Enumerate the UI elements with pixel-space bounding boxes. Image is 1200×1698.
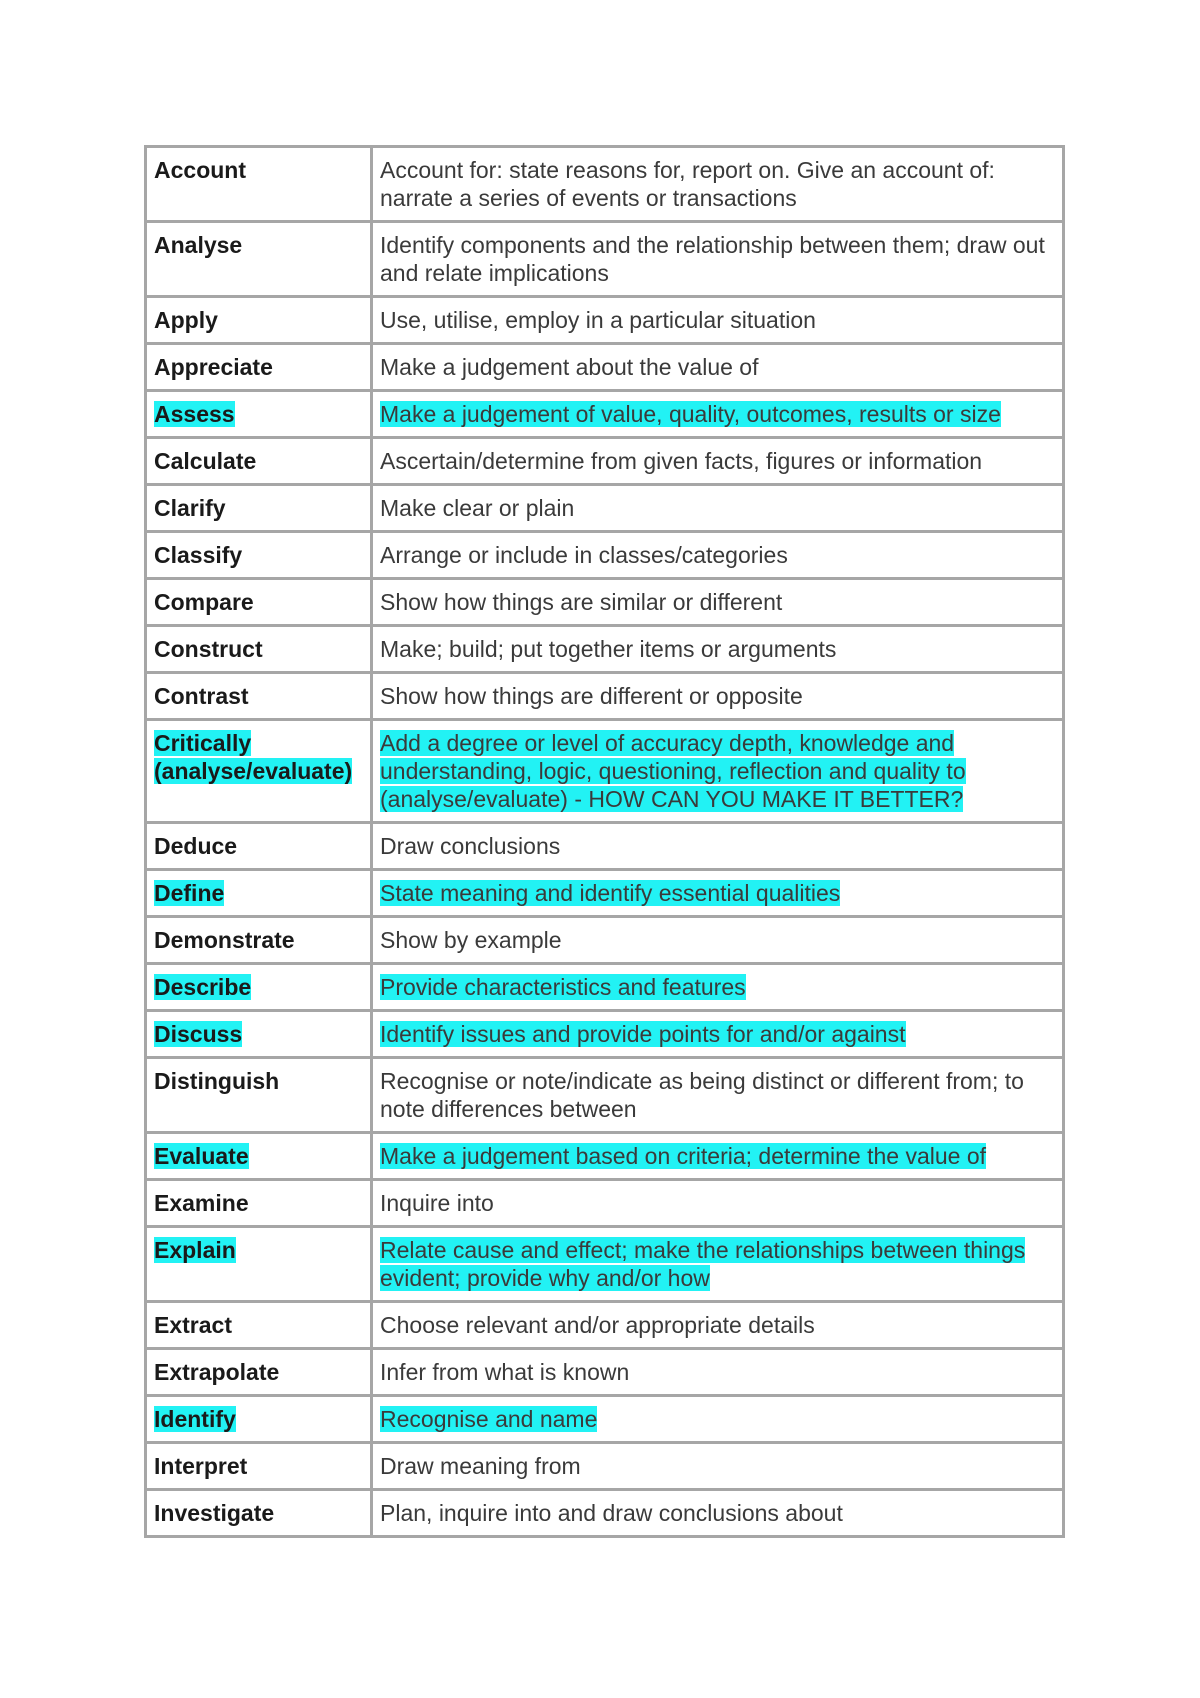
definition-text: Show how things are similar or different [380,589,783,615]
definition-text: Infer from what is known [380,1359,630,1385]
definition-text: State meaning and identify essential qualities [380,880,841,906]
term-text: Discuss [154,1021,243,1047]
term-text: Account [154,157,246,183]
definition-cell [372,147,1064,222]
table-row [146,344,1064,391]
term-text: Interpret [154,1453,248,1479]
term-text: Extrapolate [154,1359,280,1385]
term-text: Distinguish [154,1068,280,1094]
table-row [146,626,1064,673]
term-text: Demonstrate [154,927,295,953]
definition-cell [372,344,1064,391]
table-row [146,1302,1064,1349]
definition-cell [372,222,1064,297]
term-text: Contrast [154,683,249,709]
glossary-table-body [146,147,1064,1537]
definition-text: Ascertain/determine from given facts, figures or information [380,448,983,474]
definition-cell [372,1443,1064,1490]
table-row [146,870,1064,917]
definition-text: Inquire into [380,1190,494,1216]
table-row [146,720,1064,823]
glossary-table [144,145,1065,1538]
definition-cell [372,1490,1064,1537]
definition-text: Relate cause and effect; make the relationships between things evident; provide why and/or how [380,1237,1026,1291]
definition-cell [372,438,1064,485]
term-text: Construct [154,636,263,662]
term-text: Clarify [154,495,226,521]
term-text: Appreciate [154,354,273,380]
definition-cell [372,1349,1064,1396]
definition-text: Make a judgement of value, quality, outcomes, results or size [380,401,1001,427]
term-text: Evaluate [154,1143,249,1169]
definition-text: Use, utilise, employ in a particular situation [380,307,816,333]
definition-text: Make clear or plain [380,495,575,521]
term-text: Explain [154,1237,236,1263]
definition-text: Draw conclusions [380,833,561,859]
definition-cell [372,579,1064,626]
definition-text: Account for: state reasons for, report on. Give an account of: narrate a series of events or transactions [380,157,995,211]
term-text: Identify [154,1406,236,1432]
table-row [146,1349,1064,1396]
table-row [146,1443,1064,1490]
term-text: Calculate [154,448,257,474]
term-text: Compare [154,589,254,615]
term-text: Investigate [154,1500,275,1526]
definition-text: Identify issues and provide points for and/or against [380,1021,906,1047]
term-cell [146,1227,372,1302]
term-text: Apply [154,307,218,333]
definition-text: Show by example [380,927,562,953]
term-cell [146,870,372,917]
term-cell [146,391,372,438]
table-row [146,673,1064,720]
term-cell [146,917,372,964]
table-row [146,297,1064,344]
definition-text: Provide characteristics and features [380,974,746,1000]
definition-text: Make a judgement about the value of [380,354,759,380]
definition-text: Recognise or note/indicate as being distinct or different from; to note differences between [380,1068,1024,1122]
term-cell [146,626,372,673]
term-cell [146,1011,372,1058]
term-text: Analyse [154,232,243,258]
table-row [146,579,1064,626]
term-text: Deduce [154,833,238,859]
definition-cell [372,532,1064,579]
definition-text: Show how things are different or opposite [380,683,803,709]
definition-text: Plan, inquire into and draw conclusions about [380,1500,843,1526]
definition-cell [372,870,1064,917]
term-cell [146,720,372,823]
term-cell [146,297,372,344]
term-cell [146,1180,372,1227]
term-text: Define [154,880,225,906]
term-text: Classify [154,542,243,568]
term-cell [146,1133,372,1180]
definition-text: Identify components and the relationship between them; draw out and relate implications [380,232,1045,286]
term-cell [146,964,372,1011]
term-cell [146,1396,372,1443]
table-row [146,1227,1064,1302]
definition-cell [372,1011,1064,1058]
table-row [146,823,1064,870]
term-cell [146,673,372,720]
table-row [146,917,1064,964]
definition-cell [372,485,1064,532]
term-text: Extract [154,1312,232,1338]
term-cell [146,222,372,297]
term-cell [146,1058,372,1133]
definition-text: Draw meaning from [380,1453,581,1479]
term-text: Describe [154,974,252,1000]
term-cell [146,344,372,391]
table-row [146,964,1064,1011]
definition-cell [372,1180,1064,1227]
term-cell [146,823,372,870]
term-cell [146,1490,372,1537]
definition-cell [372,964,1064,1011]
table-row [146,1058,1064,1133]
term-cell [146,1302,372,1349]
definition-cell [372,720,1064,823]
definition-cell [372,823,1064,870]
definition-text: Make; build; put together items or arguments [380,636,837,662]
definition-cell [372,1058,1064,1133]
definition-cell [372,673,1064,720]
table-row [146,1490,1064,1537]
definition-text: Arrange or include in classes/categories [380,542,788,568]
term-cell [146,147,372,222]
table-row [146,532,1064,579]
definition-cell [372,1396,1064,1443]
table-row [146,1011,1064,1058]
term-text: Examine [154,1190,249,1216]
term-cell [146,1349,372,1396]
definition-cell [372,626,1064,673]
term-cell [146,532,372,579]
definition-cell [372,1133,1064,1180]
definition-cell [372,1227,1064,1302]
table-row [146,1133,1064,1180]
term-text: Critically (analyse/evaluate) [154,730,353,784]
table-row [146,1396,1064,1443]
table-row [146,391,1064,438]
table-row [146,438,1064,485]
definition-text: Make a judgement based on criteria; determine the value of [380,1143,987,1169]
definition-cell [372,391,1064,438]
table-row [146,1180,1064,1227]
table-row [146,147,1064,222]
definition-cell [372,917,1064,964]
table-row [146,485,1064,532]
definition-text: Add a degree or level of accuracy depth, knowledge and understanding, logic, questioning, reflection and quality to (analyse/evaluate) - HOW CAN YOU MAKE IT BETTER? [380,730,966,812]
definition-cell [372,297,1064,344]
term-text: Assess [154,401,235,427]
definition-cell [372,1302,1064,1349]
table-row [146,222,1064,297]
definition-text: Choose relevant and/or appropriate details [380,1312,815,1338]
term-cell [146,485,372,532]
term-cell [146,1443,372,1490]
term-cell [146,579,372,626]
term-cell [146,438,372,485]
definition-text: Recognise and name [380,1406,598,1432]
